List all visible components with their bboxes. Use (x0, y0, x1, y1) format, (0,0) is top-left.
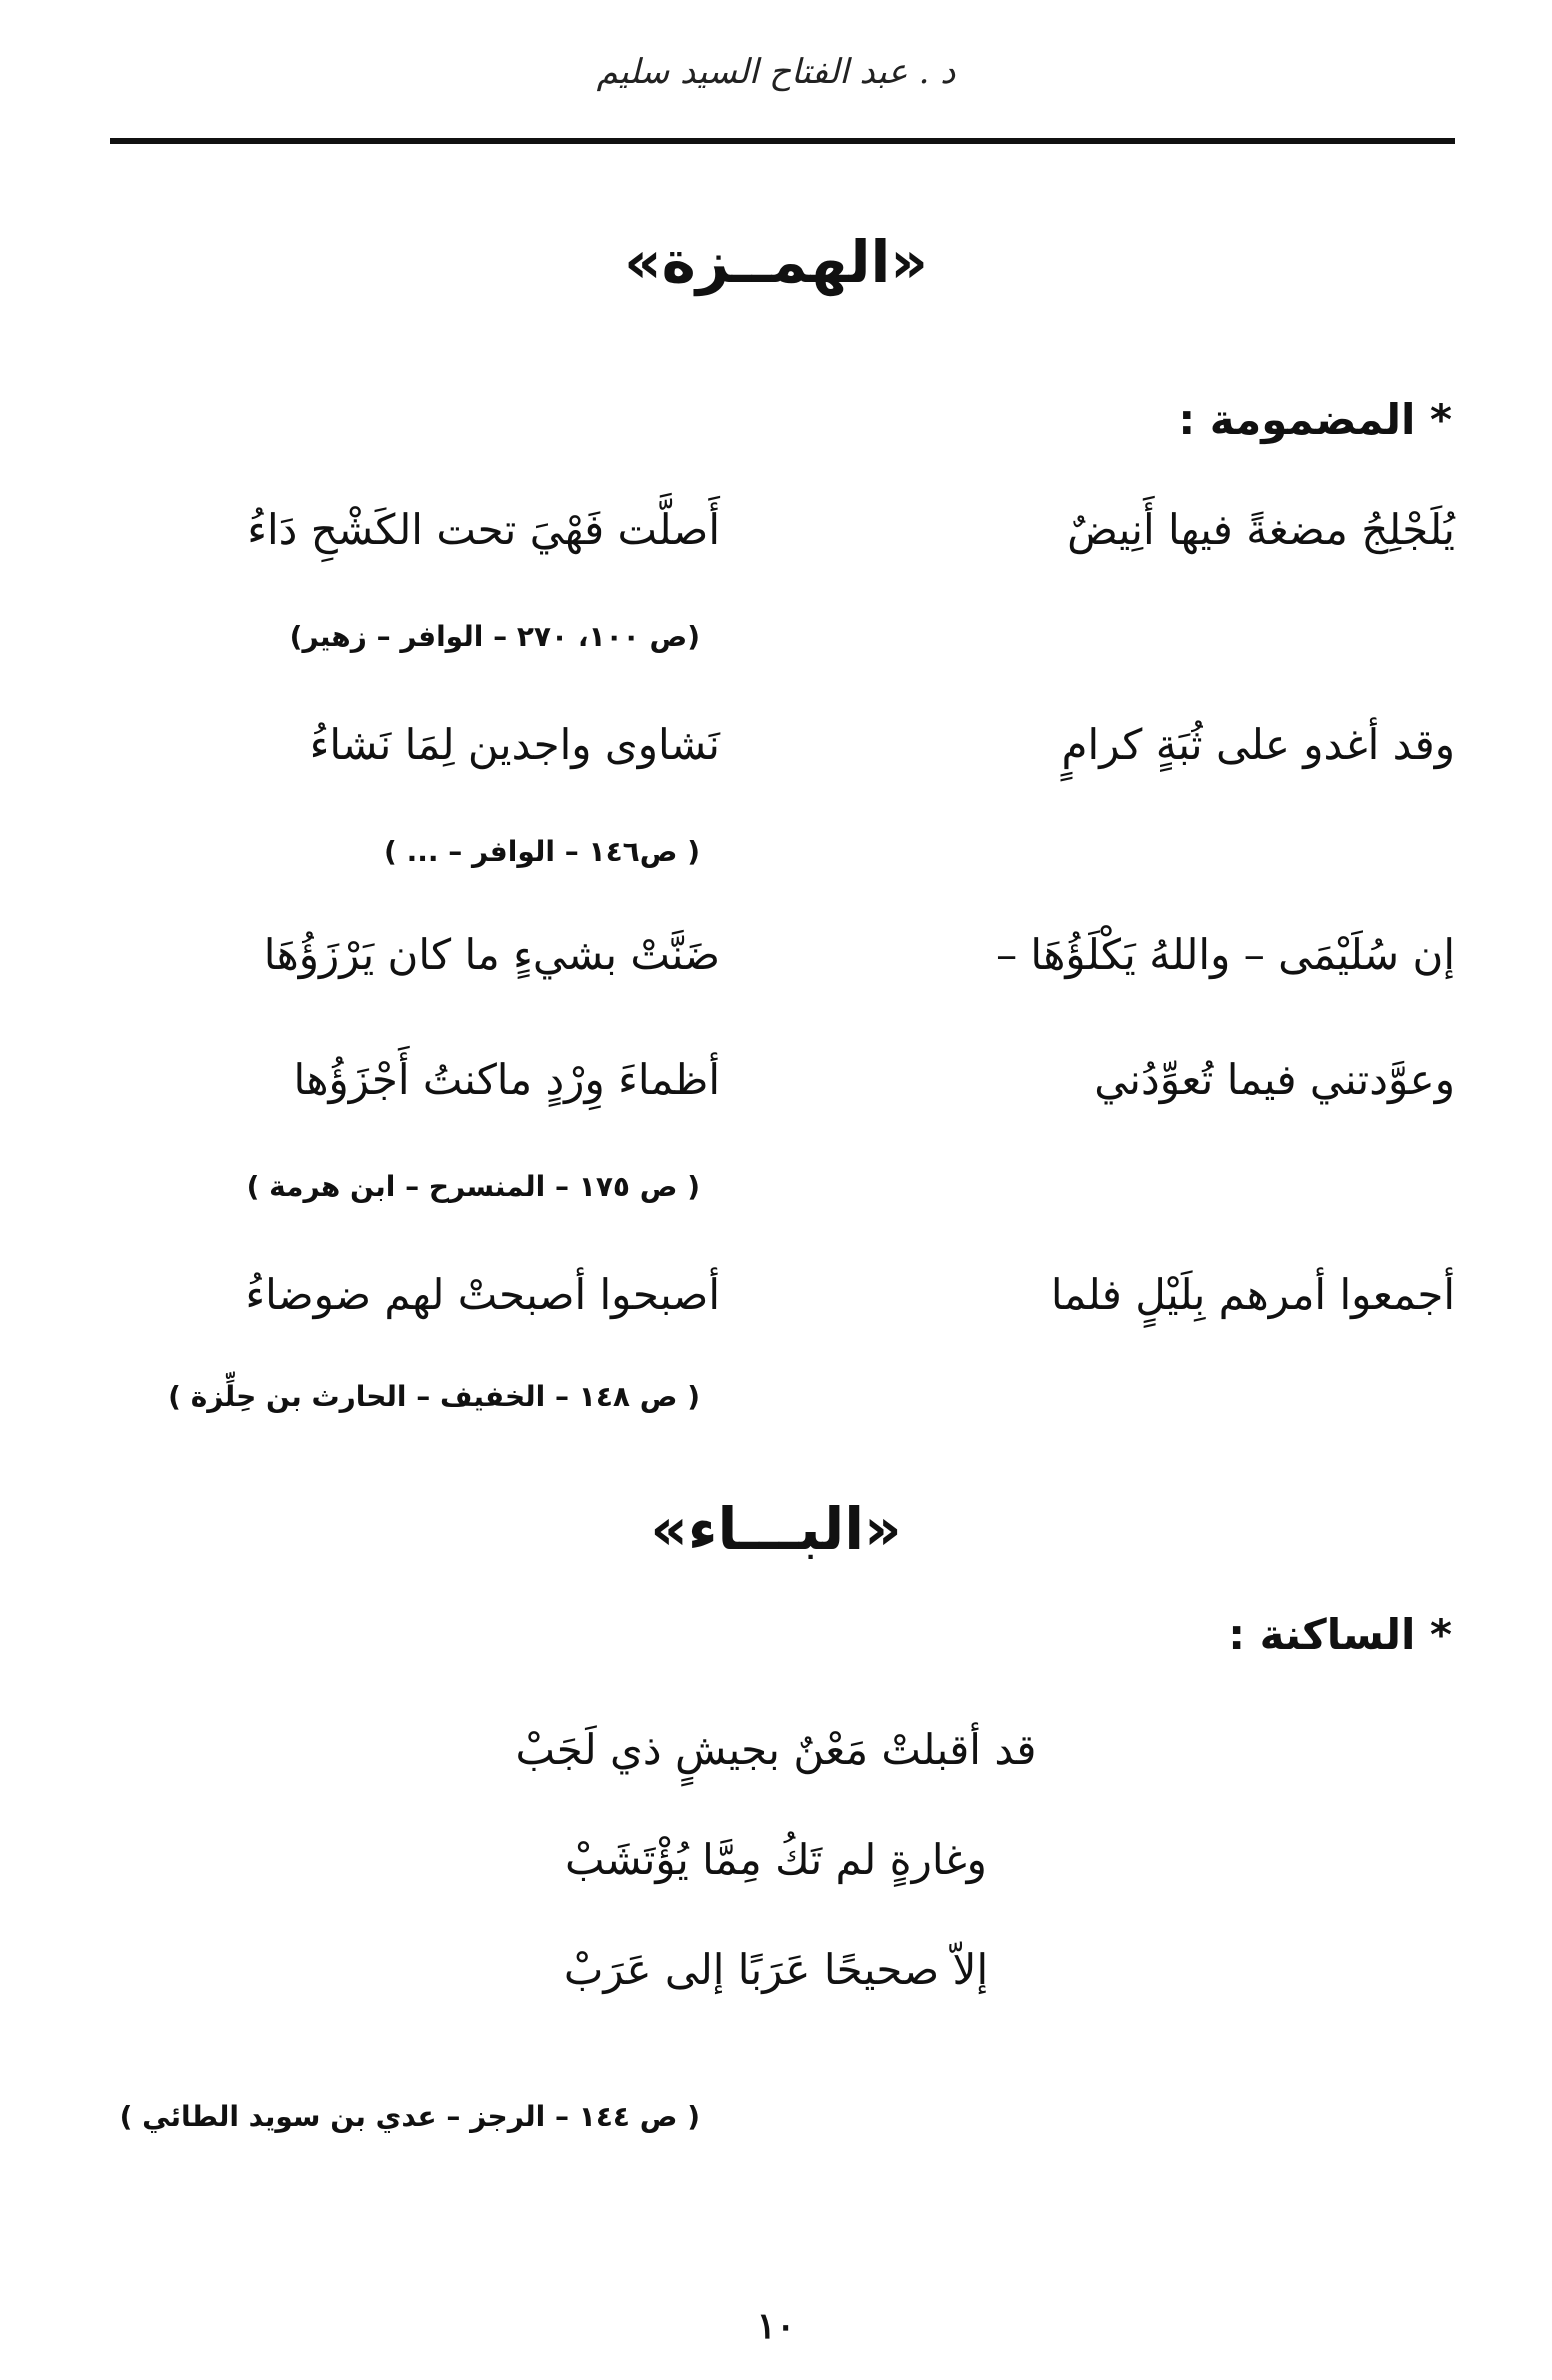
section-heading-madmuma: * المضمومة : (1178, 395, 1452, 444)
verse-second-hemistich: ضَنَّتْ بشيءٍ ما كان يَرْزَؤُهَا (263, 930, 720, 979)
verse-first-hemistich: وعوَّدتني فيما تُعوِّدُني (1094, 1055, 1455, 1104)
verse-line (110, 1270, 1455, 1350)
chapter-title-hamza: «الهمــزة» (624, 228, 928, 296)
verse-second-hemistich: أَصلَّت فَهْيَ تحت الكَشْحِ دَاءُ (247, 505, 720, 554)
verse-first-hemistich: إن سُلَيْمَى – واللهُ يَكْلَؤُهَا – (996, 930, 1455, 979)
verse-second-hemistich: نَشاوى واجدين لِمَا نَشاءُ (309, 720, 720, 769)
rajaz-line: وغارةٍ لم تَكُ مِمَّا يُؤْتَشَبْ (565, 1835, 987, 1884)
verse-second-hemistich: أظماءَ وِرْدٍ ماكنتُ أَجْزَؤُها (293, 1055, 720, 1104)
verse-reference: (ص ١٠٠، ٢٧٠ – الوافر – زهير) (289, 620, 700, 653)
verse-line (110, 1055, 1455, 1135)
running-header-author: د . عبد الفتاح السيد سليم (596, 52, 956, 92)
verse-reference: ( ص ١٧٥ – المنسرح – ابن هرمة ) (246, 1170, 700, 1203)
verse-line (110, 505, 1455, 585)
verse-reference: ( ص١٤٦ – الوافر – ... ) (384, 835, 700, 868)
page-number: ١٠ (756, 2305, 796, 2347)
rajaz-line: قد أقبلتْ مَعْنٌ بجيشٍ ذي لَجَبْ (515, 1725, 1037, 1774)
verse-second-hemistich: أصبحوا أصبحتْ لهم ضوضاءُ (245, 1270, 720, 1319)
verse-first-hemistich: وقد أغدو على ثُبَةٍ كرامٍ (1061, 720, 1455, 769)
section-heading-sakina: * الساكنة : (1228, 1610, 1452, 1659)
rajaz-line: إلاّ صحيحًا عَرَبًا إلى عَرَبْ (563, 1945, 989, 1994)
verse-line (110, 720, 1455, 800)
rajaz-reference: ( ص ١٤٤ – الرجز – عدي بن سويد الطائي ) (119, 2100, 700, 2133)
verse-first-hemistich: يُلَجْلِجُ مضغةً فيها أَنِيضٌ (1067, 505, 1455, 554)
header-rule (110, 138, 1455, 144)
verse-reference: ( ص ١٤٨ – الخفيف – الحارث بن حِلِّزة ) (168, 1380, 700, 1413)
verse-first-hemistich: أجمعوا أمرهم بِلَيْلٍ فلما (1050, 1270, 1455, 1319)
chapter-title-baa: «البـــاء» (650, 1495, 902, 1563)
verse-line (110, 930, 1455, 1010)
